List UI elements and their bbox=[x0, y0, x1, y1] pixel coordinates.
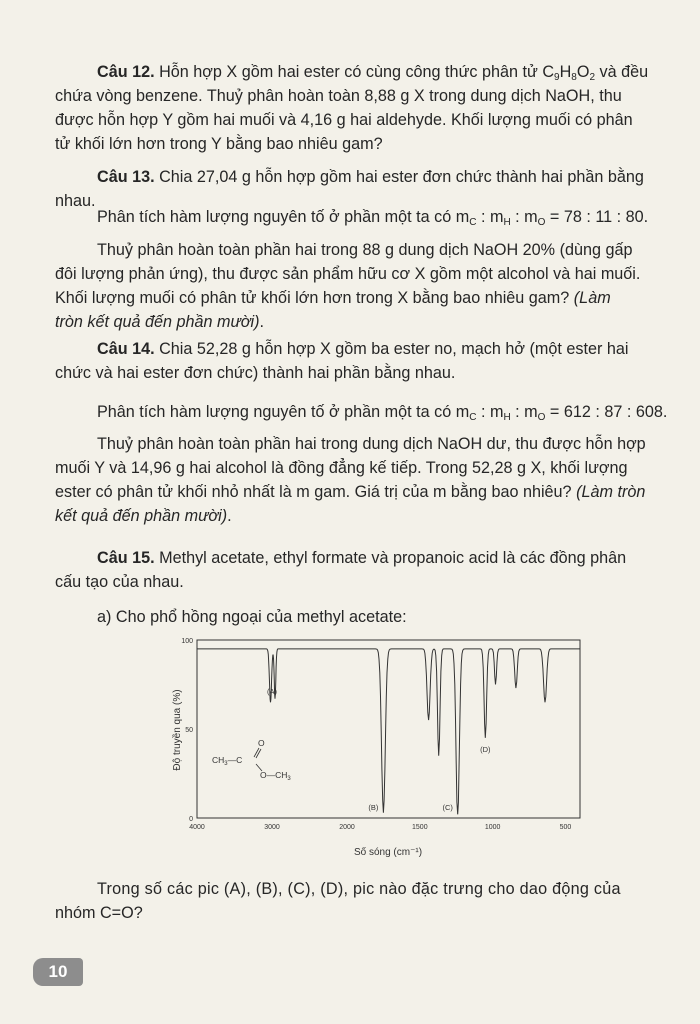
question-text: Methyl acetate, ethyl formate và propanoic acid là các đồng phân bbox=[159, 549, 627, 567]
question-15-part-a bbox=[55, 605, 685, 629]
y-tick-label: 100 bbox=[181, 638, 193, 645]
question-15 bbox=[55, 546, 685, 594]
question-label: Câu 14. bbox=[97, 340, 155, 358]
svg-text:O—CH3: $O—CH_3$ bbox=[260, 770, 291, 782]
question-label: Câu 13. bbox=[97, 168, 155, 186]
question-text: tử khối lớn hơn trong Y bằng bao nhiêu gam? bbox=[55, 135, 383, 153]
x-tick-label: 4000 bbox=[189, 824, 205, 831]
question-13-ratio: Phân tích hàm lượng nguyên tố ở phần một ta có $m_C$ : $m_H$ : $m_O = 78$ : 11 : 80. bbox=[97, 208, 649, 228]
y-axis-ticks bbox=[181, 638, 193, 823]
y-tick-label: 50 bbox=[185, 727, 193, 734]
question-14-body: Thuỷ phân hoàn toàn phần hai trong dung dịch NaOH dư, thu được hỗn hợp muối Y và 14,96 g hai alcohol là đồng đẳng kế tiếp. Trong 52,28 g X, khối lượng ester có phân tử khối nhỏ nhất là m gam. Giá trị của m bằng bao nhiêu? (Làm tròn kết quả đến phần mười). bbox=[55, 432, 685, 528]
peak-label: (C) bbox=[442, 803, 453, 812]
x-tick-label: 1500 bbox=[412, 824, 428, 831]
ir-spectrum-chart bbox=[150, 630, 600, 860]
question-text: Chia 27,04 g hỗn hợp gồm hai ester đơn chức thành hai phần bằng nhau. bbox=[55, 168, 644, 210]
x-axis-label: Số sóng (cm⁻¹) bbox=[353, 847, 423, 858]
plot-frame bbox=[197, 640, 580, 818]
question-13-body: Thuỷ phân hoàn toàn phần hai trong 88 g dung dịch NaOH 20% (dùng gấp đôi lượng phản ứng), thu được sản phẩm hữu cơ X gồm một alcohol và hai muối. Khối lượng muối có phân tử khối lớn hơn trong X bằng bao nhiêu gam? (Làm tròn kết quả đến phần mười). bbox=[55, 238, 685, 334]
x-tick-label: 2000 bbox=[339, 824, 355, 831]
svg-text:CH3—C: $CH_3—C$ bbox=[212, 755, 243, 767]
question-text: Chia 52,28 g hỗn hợp X gồm ba ester no, mạch hở (một ester hai bbox=[159, 340, 629, 358]
question-12: Câu 12. Hỗn hợp X gồm hai ester có cùng công thức phân tử $C_9H_8O_2$ và đều chứa vòng benzene. Thuỷ phân hoàn toàn 8,88 g X trong dung dịch NaOH, thu được hỗn hợp Y gồm hai muối và 4,16 g hai aldehyde. Khối lượng muối có phân tử khối lớn hơn trong Y bằng bao nhiêu gam? bbox=[55, 60, 685, 156]
x-tick-label: 1000 bbox=[484, 824, 501, 831]
question-text: Trong số các pic (A), (B), (C), (D), pic nào đặc trưng cho dao động của bbox=[97, 880, 621, 898]
y-axis-label: Độ truyền qua (%) bbox=[172, 689, 183, 771]
question-14-ratio: Phân tích hàm lượng nguyên tố ở phần một ta có $m_C$ : $m_H$ : $m_O = 612$ : 87 : 608. bbox=[97, 403, 668, 423]
x-tick-label: 3000 bbox=[264, 824, 280, 831]
question-text: nhóm C=O? bbox=[55, 904, 143, 922]
spectrum-trace bbox=[197, 649, 580, 815]
carbonyl-oxygen: O bbox=[258, 738, 265, 748]
question-label: Câu 15. bbox=[97, 549, 155, 567]
question-14 bbox=[55, 337, 685, 385]
x-tick-label: 500 bbox=[559, 824, 572, 831]
y-tick-label: 0 bbox=[189, 816, 193, 823]
question-text: a) Cho phổ hồng ngoại của methyl acetate: bbox=[97, 608, 407, 626]
page-number: 10 bbox=[33, 958, 83, 986]
peak-label: (D) bbox=[480, 745, 491, 754]
peak-label: (B) bbox=[368, 803, 379, 812]
question-text: cấu tạo của nhau. bbox=[55, 573, 184, 591]
question-text: chức và hai ester đơn chức) thành hai phần bằng nhau. bbox=[55, 364, 456, 382]
peak-labels bbox=[267, 687, 491, 812]
question-label: Câu 12. bbox=[97, 63, 155, 81]
question-text: Thuỷ phân hoàn toàn phần hai trong 88 g dung dịch NaOH 20% (dùng gấp bbox=[97, 241, 633, 259]
methyl-acetate-structure bbox=[212, 738, 291, 782]
question-text: đôi lượng phản ứng), thu được sản phẩm hữu cơ X gồm một alcohol và hai muối. bbox=[55, 265, 641, 283]
question-text: Thuỷ phân hoàn toàn phần hai trong dung dịch NaOH dư, thu được hỗn hợp bbox=[97, 435, 646, 453]
question-text: được hỗn hợp Y gồm hai muối và 4,16 g hai aldehyde. Khối lượng muối có phân bbox=[55, 111, 633, 129]
x-axis-ticks bbox=[189, 824, 571, 831]
question-text: Hỗn hợp X gồm hai ester có cùng công thức phân tử C bbox=[159, 63, 555, 81]
peak-label: (A) bbox=[267, 687, 277, 696]
question-15-prompt bbox=[55, 877, 685, 925]
question-text: muối Y và 14,96 g hai alcohol là đồng đẳng kế tiếp. Trong 52,28 g X, khối lượng bbox=[55, 459, 628, 477]
question-text: chứa vòng benzene. Thuỷ phân hoàn toàn 8,88 g X trong dung dịch NaOH, thu bbox=[55, 87, 622, 105]
